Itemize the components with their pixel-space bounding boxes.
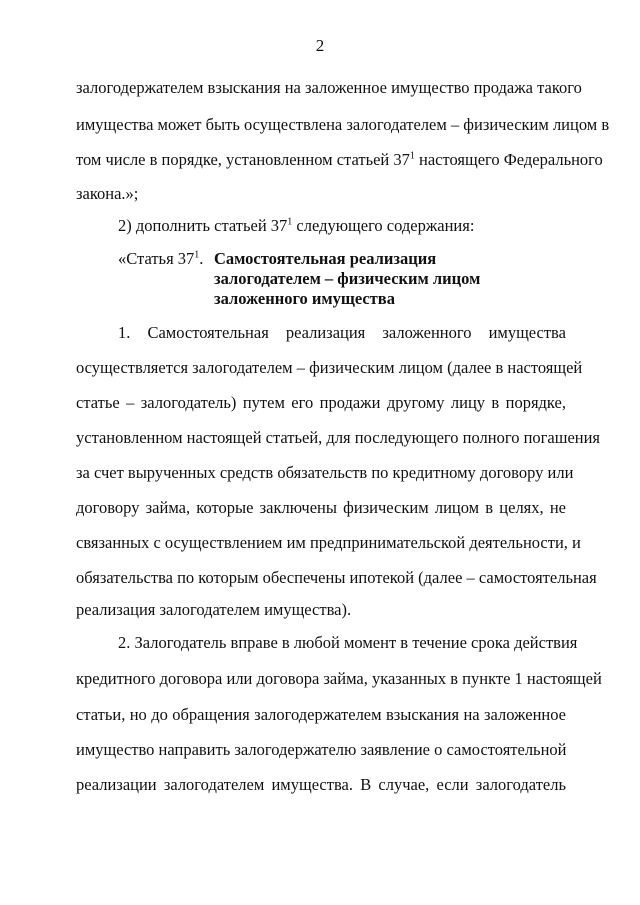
text-word: 1.	[118, 323, 131, 342]
article-title	[214, 249, 544, 309]
text-line: реализации залогодателем имущества. В случае, если залогодатель	[76, 775, 566, 794]
text-line: обязательства по которым обеспечены ипотекой (далее – самостоятельная	[76, 568, 597, 587]
text-fragment: настоящего Федерального	[414, 150, 603, 169]
amendment-item	[118, 216, 566, 236]
text-fragment: том числе в порядке, установленном статьей 37	[76, 150, 410, 169]
text-line: статьи, но до обращения залогодержателем взыскания на заложенное	[76, 705, 566, 724]
text-line: имущества может быть осуществлена залогодателем – физическим лицом в	[76, 115, 610, 134]
superscript: 1	[287, 216, 293, 228]
article-label	[118, 249, 203, 269]
text-word: заложенного	[382, 323, 472, 342]
text-fragment: следующего содержания:	[292, 216, 475, 235]
article-title-line: залогодателем – физическим лицом	[214, 269, 481, 288]
text-word: Самостоятельная	[147, 323, 269, 342]
article-title-line: заложенного имущества	[214, 289, 395, 308]
text-line: осуществляется залогодателем – физическим лицом (далее в настоящей	[76, 358, 583, 377]
text-fragment: «Статья 37	[118, 249, 195, 268]
text-fragment: 2) дополнить статьей 37	[118, 216, 288, 235]
text-word: имущества	[488, 323, 566, 342]
text-line: установленном настоящей статьей, для последующего полного погашения	[76, 428, 601, 447]
superscript: 1	[194, 249, 200, 261]
text-line: 2. Залогодатель вправе в любой момент в течение срока действия	[118, 633, 578, 652]
text-line: связанных с осуществлением им предпринимательской деятельности, и	[76, 533, 581, 552]
text-line: статье – залогодатель) путем его продажи другому лицу в порядке,	[76, 393, 566, 412]
text-line: реализация залогодателем имущества).	[76, 600, 352, 619]
text-line	[76, 150, 603, 170]
text-line: закона.»;	[76, 184, 139, 203]
text-fragment: .	[199, 249, 204, 268]
text-line: кредитного договора или договора займа, указанных в пункте 1 настоящей	[76, 669, 602, 688]
text-word: реализация	[285, 323, 366, 342]
text-line: за счет вырученных средств обязательств по кредитному договору или	[76, 463, 574, 482]
text-line: залогодержателем взыскания на заложенное имущество продажа такого	[76, 78, 582, 97]
text-line	[118, 323, 566, 343]
page-number: 2	[315, 36, 325, 55]
superscript: 1	[409, 150, 415, 162]
article-title-line: Самостоятельная реализация	[214, 249, 437, 268]
text-line: договору займа, которые заключены физическим лицом в целях, не	[76, 498, 566, 517]
text-line: имущество направить залогодержателю заявление о самостоятельной	[76, 740, 567, 759]
